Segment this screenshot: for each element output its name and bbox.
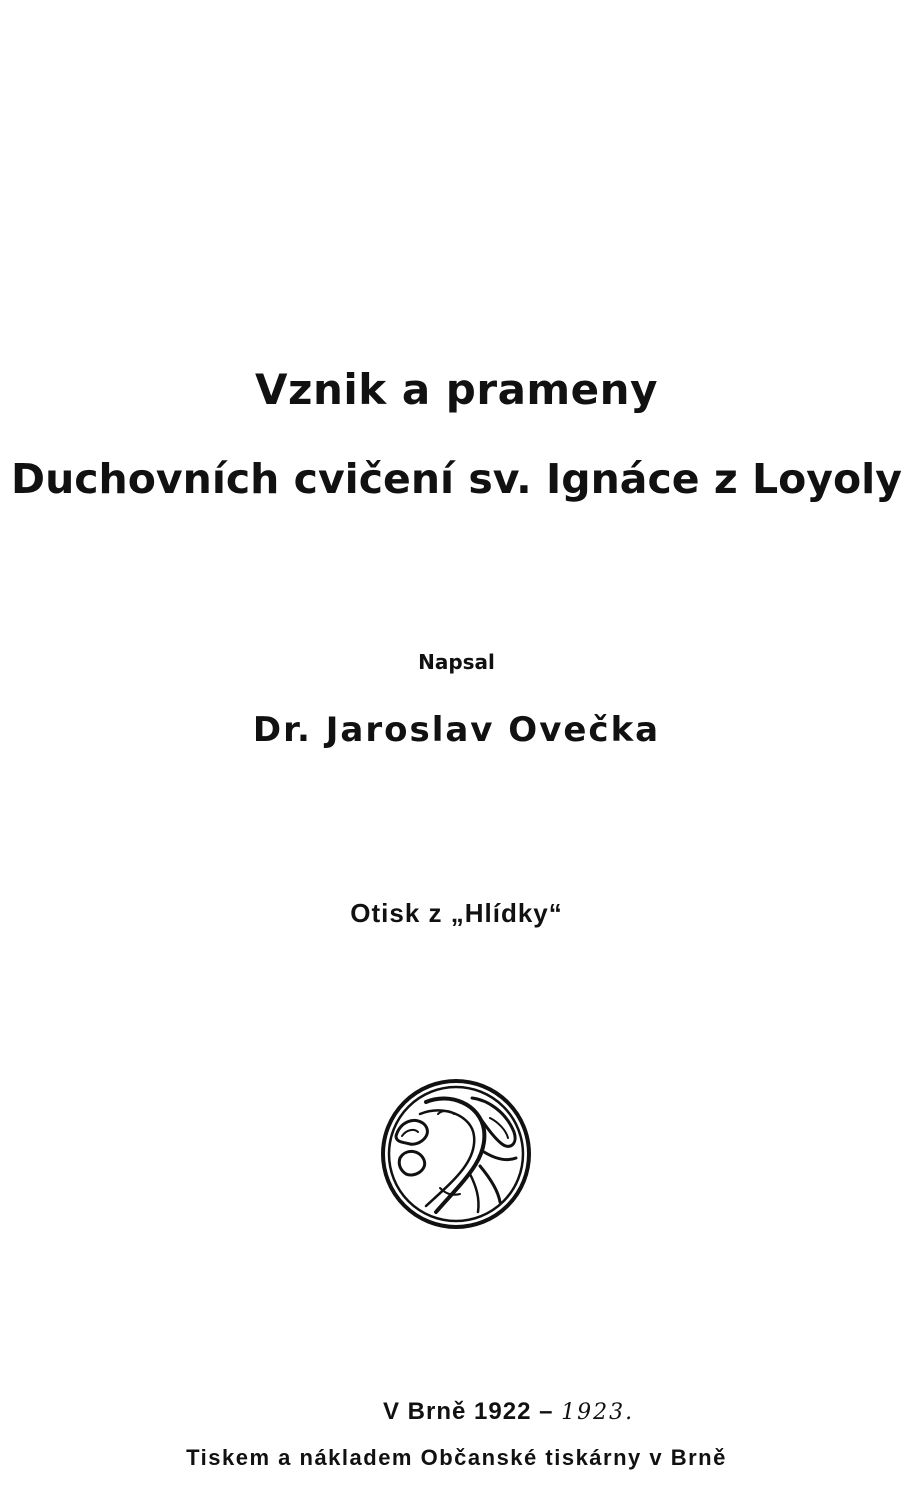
imprint-handwritten-year: 1923. [561,1400,635,1425]
imprint-printer: Tiskem a nákladem Občanské tiskárny v Brně [186,1445,727,1470]
imprint-place-year [383,1398,634,1426]
printer-mark-emblem-icon [380,1078,532,1230]
author-name: Dr. Jaroslav Ovečka [252,710,661,750]
byline-label: Napsal [418,650,495,674]
title-line-1: Vznik a prameny [255,365,658,414]
title-line-2: Duchovních cvičení sv. Ignáce z Loyoly [11,455,902,503]
imprint-place-year-printed: V Brně 1922 – [383,1398,554,1425]
reprint-note: Otisk z „Hlídky“ [350,898,563,928]
